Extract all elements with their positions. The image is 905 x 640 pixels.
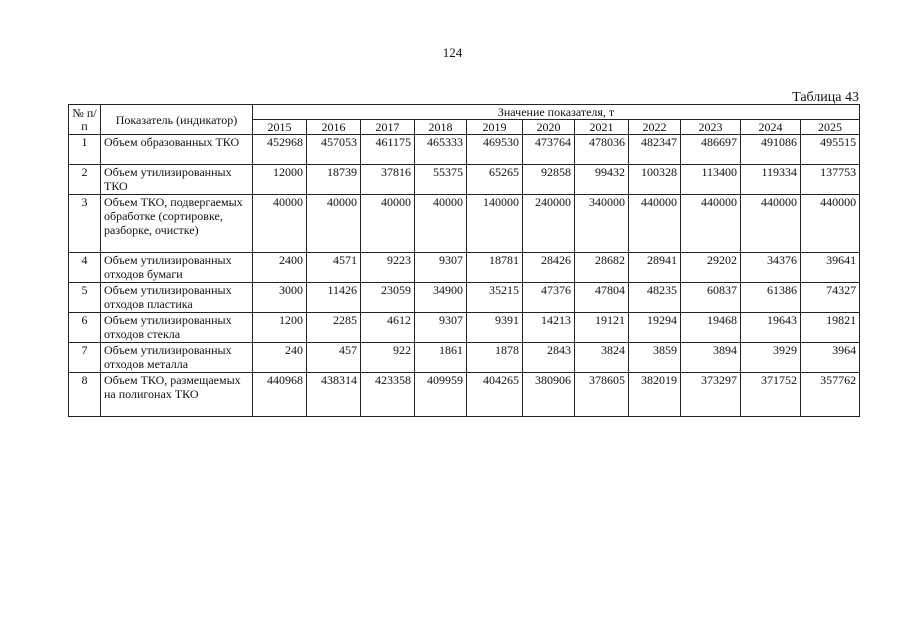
column-header-number: № п/п [69, 105, 101, 135]
value-cell: 452968 [253, 135, 307, 165]
value-cell: 37816 [361, 165, 415, 195]
value-cell: 28426 [523, 253, 575, 283]
value-cell: 378605 [575, 373, 629, 417]
row-number: 1 [69, 135, 101, 165]
year-header: 2024 [741, 120, 801, 135]
value-cell: 3000 [253, 283, 307, 313]
value-cell: 1878 [467, 343, 523, 373]
value-cell: 2843 [523, 343, 575, 373]
value-cell: 23059 [361, 283, 415, 313]
value-cell: 137753 [801, 165, 860, 195]
data-table [68, 104, 860, 417]
table-row [69, 283, 860, 313]
value-cell: 40000 [361, 195, 415, 253]
value-cell: 373297 [681, 373, 741, 417]
table-row [69, 343, 860, 373]
value-cell: 55375 [415, 165, 467, 195]
value-cell: 47376 [523, 283, 575, 313]
value-cell: 99432 [575, 165, 629, 195]
value-cell: 18781 [467, 253, 523, 283]
value-cell: 12000 [253, 165, 307, 195]
value-cell: 440968 [253, 373, 307, 417]
indicator-name: Объем ТКО, размещаемых на полигонах ТКО [101, 373, 253, 417]
indicator-name: Объем утилизированных отходов стекла [101, 313, 253, 343]
indicator-name: Объем образованных ТКО [101, 135, 253, 165]
value-cell: 404265 [467, 373, 523, 417]
value-cell: 240000 [523, 195, 575, 253]
value-cell: 2285 [307, 313, 361, 343]
value-cell: 40000 [415, 195, 467, 253]
row-number: 6 [69, 313, 101, 343]
value-cell: 409959 [415, 373, 467, 417]
value-cell: 29202 [681, 253, 741, 283]
value-cell: 9307 [415, 253, 467, 283]
value-cell: 119334 [741, 165, 801, 195]
year-header: 2020 [523, 120, 575, 135]
value-cell: 34900 [415, 283, 467, 313]
value-cell: 47804 [575, 283, 629, 313]
indicator-name: Объем утилизированных отходов металла [101, 343, 253, 373]
year-header: 2017 [361, 120, 415, 135]
value-cell: 11426 [307, 283, 361, 313]
value-cell: 469530 [467, 135, 523, 165]
row-number: 3 [69, 195, 101, 253]
year-header: 2015 [253, 120, 307, 135]
table-row [69, 195, 860, 253]
year-header: 2025 [801, 120, 860, 135]
value-cell: 486697 [681, 135, 741, 165]
value-cell: 357762 [801, 373, 860, 417]
value-cell: 423358 [361, 373, 415, 417]
value-cell: 74327 [801, 283, 860, 313]
table-row [69, 373, 860, 417]
value-cell: 3964 [801, 343, 860, 373]
value-cell: 382019 [629, 373, 681, 417]
value-cell: 371752 [741, 373, 801, 417]
value-cell: 34376 [741, 253, 801, 283]
value-cell: 495515 [801, 135, 860, 165]
value-cell: 92858 [523, 165, 575, 195]
value-cell: 14213 [523, 313, 575, 343]
value-cell: 440000 [629, 195, 681, 253]
row-number: 5 [69, 283, 101, 313]
value-cell: 438314 [307, 373, 361, 417]
value-cell: 39641 [801, 253, 860, 283]
value-cell: 2400 [253, 253, 307, 283]
value-cell: 1861 [415, 343, 467, 373]
value-cell: 18739 [307, 165, 361, 195]
indicator-name: Объем утилизированных отходов пластика [101, 283, 253, 313]
value-cell: 19821 [801, 313, 860, 343]
value-cell: 482347 [629, 135, 681, 165]
value-cell: 28941 [629, 253, 681, 283]
value-cell: 3929 [741, 343, 801, 373]
value-cell: 440000 [801, 195, 860, 253]
value-cell: 48235 [629, 283, 681, 313]
value-cell: 457053 [307, 135, 361, 165]
year-header: 2016 [307, 120, 361, 135]
value-cell: 465333 [415, 135, 467, 165]
value-cell: 457 [307, 343, 361, 373]
value-cell: 1200 [253, 313, 307, 343]
value-cell: 380906 [523, 373, 575, 417]
value-cell: 19294 [629, 313, 681, 343]
indicator-name: Объем ТКО, подвергаемых обработке (сортировке, разборке, очистке) [101, 195, 253, 253]
value-cell: 61386 [741, 283, 801, 313]
value-cell: 9391 [467, 313, 523, 343]
table-row [69, 135, 860, 165]
value-cell: 35215 [467, 283, 523, 313]
value-cell: 40000 [253, 195, 307, 253]
row-number: 8 [69, 373, 101, 417]
value-cell: 4571 [307, 253, 361, 283]
value-cell: 19643 [741, 313, 801, 343]
table-row [69, 253, 860, 283]
value-cell: 473764 [523, 135, 575, 165]
value-cell: 28682 [575, 253, 629, 283]
column-header-value-group: Значение показателя, т [253, 105, 860, 120]
page-number: 124 [442, 45, 463, 60]
value-cell: 65265 [467, 165, 523, 195]
row-number: 7 [69, 343, 101, 373]
value-cell: 4612 [361, 313, 415, 343]
value-cell: 19121 [575, 313, 629, 343]
row-number: 2 [69, 165, 101, 195]
value-cell: 113400 [681, 165, 741, 195]
value-cell: 9223 [361, 253, 415, 283]
value-cell: 922 [361, 343, 415, 373]
indicator-name: Объем утилизированных ТКО [101, 165, 253, 195]
year-header: 2021 [575, 120, 629, 135]
value-cell: 3824 [575, 343, 629, 373]
value-cell: 9307 [415, 313, 467, 343]
year-header: 2018 [415, 120, 467, 135]
value-cell: 40000 [307, 195, 361, 253]
value-cell: 3894 [681, 343, 741, 373]
table-row [69, 313, 860, 343]
value-cell: 440000 [741, 195, 801, 253]
value-cell: 60837 [681, 283, 741, 313]
value-cell: 491086 [741, 135, 801, 165]
year-header: 2019 [467, 120, 523, 135]
value-cell: 140000 [467, 195, 523, 253]
table-row [69, 165, 860, 195]
indicator-name: Объем утилизированных отходов бумаги [101, 253, 253, 283]
row-number: 4 [69, 253, 101, 283]
year-header: 2022 [629, 120, 681, 135]
value-cell: 478036 [575, 135, 629, 165]
column-header-indicator: Показатель (индикатор) [101, 105, 253, 135]
year-header: 2023 [681, 120, 741, 135]
value-cell: 100328 [629, 165, 681, 195]
value-cell: 19468 [681, 313, 741, 343]
value-cell: 3859 [629, 343, 681, 373]
value-cell: 461175 [361, 135, 415, 165]
table-caption: Таблица 43 [792, 90, 859, 105]
table-body [69, 135, 860, 417]
value-cell: 440000 [681, 195, 741, 253]
value-cell: 340000 [575, 195, 629, 253]
value-cell: 240 [253, 343, 307, 373]
